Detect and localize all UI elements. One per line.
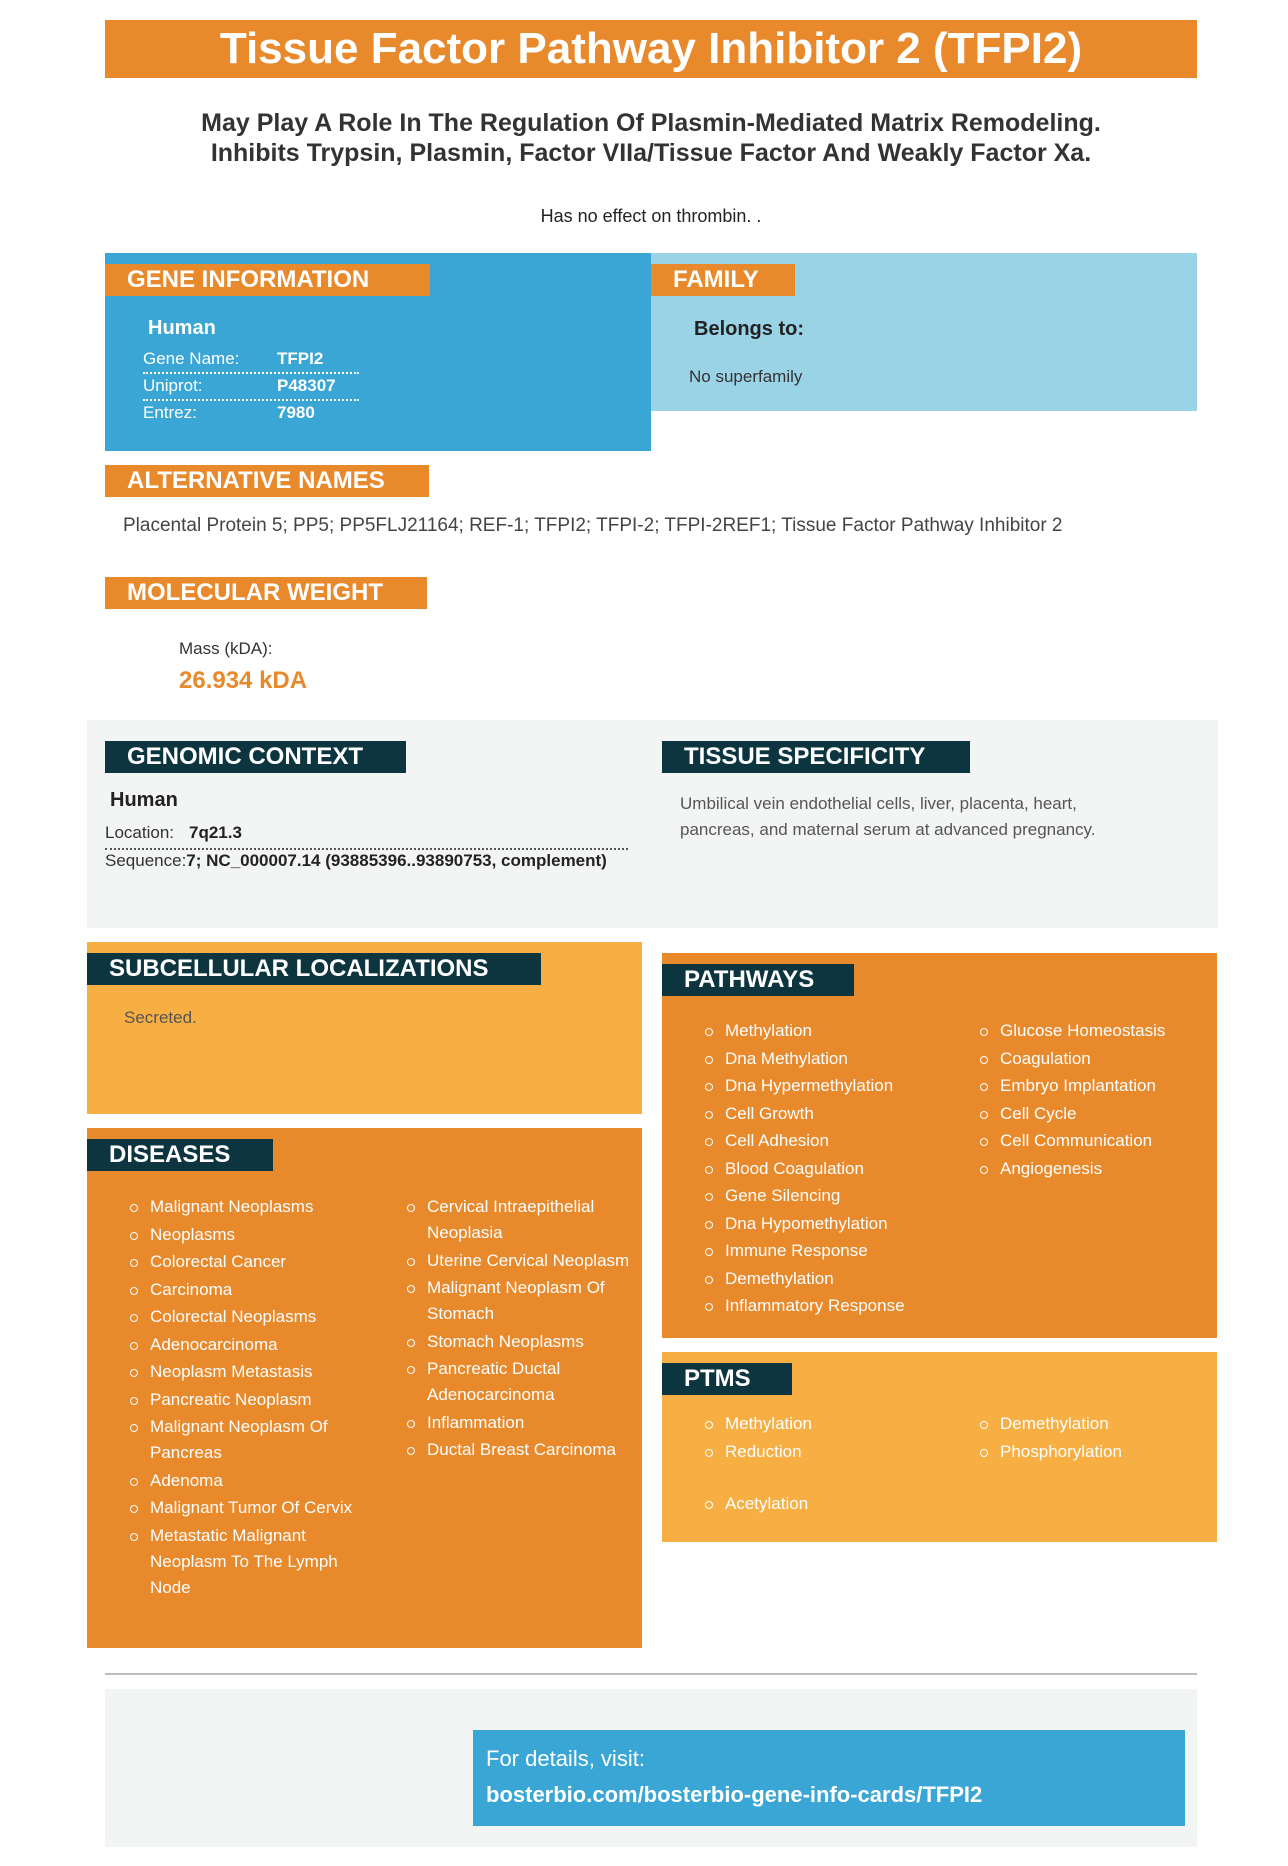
location-label: Location: [105, 823, 174, 842]
pathway-item: Blood Coagulation [705, 1156, 945, 1182]
tissue-specificity-text [680, 791, 1096, 843]
sequence-label: Sequence: [105, 851, 187, 870]
uniprot-label: Uniprot: [143, 376, 203, 395]
tissue-line-1: Umbilical vein endothelial cells, liver, placenta, heart, [680, 794, 1077, 813]
molecular-weight-heading: MOLECULAR WEIGHT [105, 577, 427, 609]
disease-item: Cervical Intraepithelial Neoplasia [407, 1194, 637, 1246]
pathway-item: Demethylation [705, 1266, 945, 1292]
subcellular-text: Secreted. [124, 1008, 197, 1027]
gene-name-row [143, 345, 359, 374]
pathway-item: Dna Hypermethylation [705, 1073, 945, 1099]
disease-item: Pancreatic Ductal Adenocarcinoma [407, 1356, 637, 1408]
pathway-item: Dna Hypomethylation [705, 1211, 945, 1237]
disease-item: Inflammation [407, 1410, 637, 1436]
footer-divider [105, 1673, 1197, 1675]
entrez-row [143, 399, 359, 426]
pathways-heading: PATHWAYS [662, 964, 854, 996]
diseases-panel [87, 1128, 642, 1648]
page-title: Tissue Factor Pathway Inhibitor 2 (TFPI2) [105, 20, 1197, 78]
protein-function-summary [105, 108, 1197, 168]
disease-item: Malignant Tumor Of Cervix [130, 1495, 360, 1521]
location-row [105, 818, 628, 850]
pathway-item: Cell Adhesion [705, 1128, 945, 1154]
disease-item: Uterine Cervical Neoplasm [407, 1248, 637, 1274]
ptms-list-extra [705, 1491, 945, 1519]
ptm-item: Methylation [705, 1411, 945, 1437]
pathway-item: Immune Response [705, 1238, 945, 1264]
pathway-item: Angiogenesis [980, 1156, 1210, 1182]
disease-item: Colorectal Neoplasms [130, 1304, 360, 1330]
ptms-heading: PTMS [662, 1363, 792, 1395]
ptm-item: Reduction [705, 1439, 945, 1465]
ptm-item: Phosphorylation [980, 1439, 1210, 1465]
family-panel [651, 253, 1197, 411]
gene-information-heading: GENE INFORMATION [105, 264, 430, 296]
pathway-item: Cell Communication [980, 1128, 1210, 1154]
disease-item: Adenocarcinoma [130, 1332, 360, 1358]
disease-item: Malignant Neoplasm Of Stomach [407, 1275, 637, 1327]
family-belongs-label: Belongs to: [694, 318, 804, 340]
function-note: Has no effect on thrombin. . [540, 206, 762, 226]
pathways-panel [662, 953, 1217, 1338]
entrez-label: Entrez: [143, 403, 197, 422]
details-url-link[interactable]: bosterbio.com/bosterbio-gene-info-cards/TFPI2 [486, 1782, 983, 1807]
genomic-context-heading: GENOMIC CONTEXT [105, 741, 406, 773]
ptm-item: Acetylation [705, 1491, 945, 1517]
diseases-list-col2 [407, 1194, 637, 1465]
pathway-item: Glucose Homeostasis [980, 1018, 1210, 1044]
disease-item: Colorectal Cancer [130, 1249, 360, 1275]
diseases-heading: DISEASES [87, 1139, 273, 1171]
pathway-item: Cell Cycle [980, 1101, 1210, 1127]
pathway-item: Coagulation [980, 1046, 1210, 1072]
details-link-box[interactable] [473, 1730, 1185, 1826]
ptms-panel [662, 1352, 1217, 1542]
disease-item: Ductal Breast Carcinoma [407, 1437, 637, 1463]
ptms-list-col2 [980, 1411, 1210, 1466]
pathway-item: Dna Methylation [705, 1046, 945, 1072]
diseases-list-col1 [130, 1194, 360, 1602]
details-prompt: For details, visit: [486, 1746, 645, 1771]
disease-item: Malignant Neoplasm Of Pancreas [130, 1414, 360, 1466]
sequence-value: 7; NC_000007.14 (93885396..93890753, complement) [186, 851, 607, 870]
alternative-names-heading: ALTERNATIVE NAMES [105, 465, 429, 497]
disease-item: Pancreatic Neoplasm [130, 1387, 360, 1413]
disease-item: Metastatic Malignant Neoplasm To The Lymph Node [130, 1523, 360, 1601]
disease-item: Stomach Neoplasms [407, 1329, 637, 1355]
disease-item: Neoplasms [130, 1222, 360, 1248]
ptms-list-col1 [705, 1411, 945, 1466]
tissue-line-2: pancreas, and maternal serum at advanced pregnancy. [680, 820, 1096, 839]
family-heading: FAMILY [651, 264, 795, 296]
ptm-item: Demethylation [980, 1411, 1210, 1437]
gene-name-label: Gene Name: [143, 349, 240, 368]
pathways-list-col2 [980, 1018, 1210, 1183]
entrez-value: 7980 [277, 403, 315, 422]
pathway-item: Methylation [705, 1018, 945, 1044]
disease-item: Carcinoma [130, 1277, 360, 1303]
pathway-item: Gene Silencing [705, 1183, 945, 1209]
tissue-specificity-heading: TISSUE SPECIFICITY [662, 741, 970, 773]
pathways-list-col1 [705, 1018, 945, 1321]
summary-line-2: Inhibits Trypsin, Plasmin, Factor VIIa/Tissue Factor And Weakly Factor Xa. [210, 139, 1092, 167]
gene-name-value: TFPI2 [277, 349, 324, 368]
family-value: No superfamily [689, 367, 803, 386]
genomic-tissue-panel [87, 720, 1218, 928]
uniprot-row [143, 372, 359, 401]
disease-item: Neoplasm Metastasis [130, 1359, 360, 1385]
gene-species: Human [148, 317, 216, 339]
alternative-names-text: Placental Protein 5; PP5; PP5FLJ21164; REF-1; TFPI2; TFPI-2; TFPI-2REF1; Tissue Factor Pathway Inhibitor 2 [123, 515, 1063, 536]
mass-label: Mass (kDA): [179, 639, 273, 658]
subcellular-heading: SUBCELLULAR LOCALIZATIONS [87, 953, 541, 985]
pathway-item: Inflammatory Response [705, 1293, 945, 1319]
uniprot-value: P48307 [277, 376, 336, 395]
genomic-species: Human [110, 789, 178, 811]
mass-value: 26.934 kDA [179, 667, 308, 694]
disease-item: Adenoma [130, 1468, 360, 1494]
pathway-item: Embryo Implantation [980, 1073, 1210, 1099]
summary-line-1: May Play A Role In The Regulation Of Plasmin-Mediated Matrix Remodeling. [201, 109, 1101, 137]
subcellular-panel [87, 942, 642, 1114]
pathway-item: Cell Growth [705, 1101, 945, 1127]
location-value: 7q21.3 [189, 823, 242, 842]
disease-item: Malignant Neoplasms [130, 1194, 360, 1220]
sequence-row [105, 851, 645, 881]
gene-information-panel [105, 253, 651, 451]
